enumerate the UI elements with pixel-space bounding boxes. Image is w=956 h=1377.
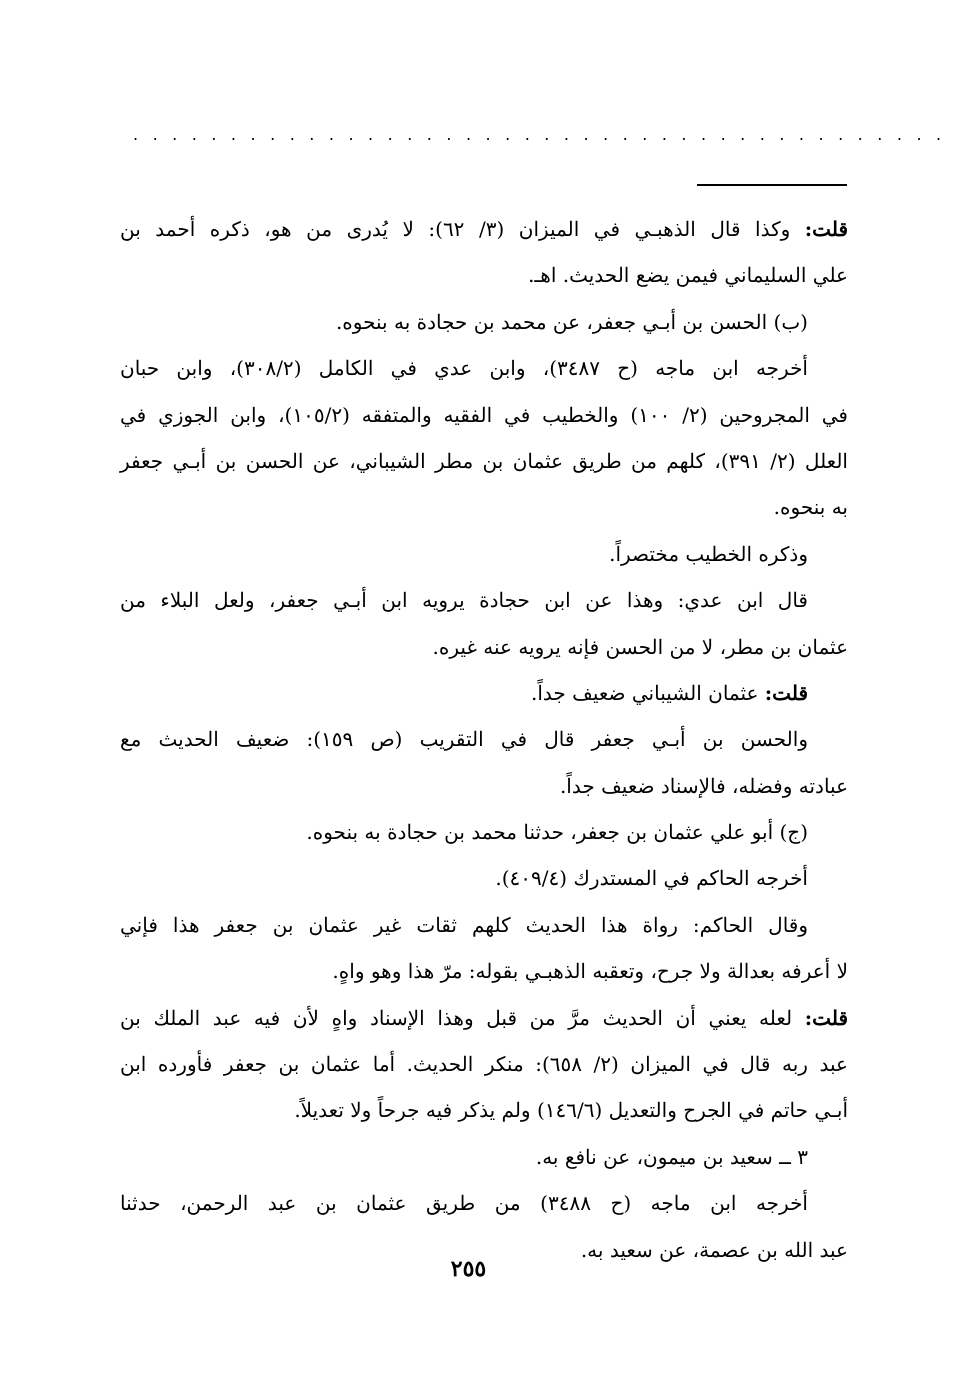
- text-line: والحسن بن أبـي جعفر قال في التقريب (ص ١٥٩): ضعيف الحديث مع: [120, 727, 808, 752]
- text-line: وذكره الخطيب مختصراً.: [609, 541, 808, 566]
- body-text: [120, 206, 848, 1273]
- text-line: عبد الله بن عصمة، عن سعيد به.: [580, 1237, 848, 1262]
- text-line: قلت: عثمان الشيباني ضعيف جداً.: [531, 680, 808, 705]
- text-line: أخرجه الحاكم في المستدرك (٤٠٩/٤).: [495, 866, 808, 891]
- note-label: قلت:: [804, 217, 848, 241]
- text-line: عبد ربه قال في الميزان (٢/ ٦٥٨): منكر الحديث. أما عثمان بن جعفر فأورده ابن: [120, 1052, 848, 1077]
- note-label: قلت:: [764, 680, 808, 705]
- text-line: قال ابن عدي: وهذا عن ابن حجادة يرويه ابن أبـي جعفر، ولعل البلاء من: [120, 588, 808, 613]
- text-line: في المجروحين (٢/ ١٠٠) والخطيب في الفقيه والمتفقه (١٠٥/٢)، وابن الجوزي في: [120, 402, 848, 427]
- text-line: (ج) أبو علي عثمان بن جعفر، حدثنا محمد بن حجادة به بنحوه.: [306, 820, 808, 845]
- note-label: قلت:: [804, 1005, 848, 1030]
- text-line: به بنحوه.: [773, 495, 848, 520]
- text-line: عبادته وفضله، فالإسناد ضعيف جداً.: [559, 773, 848, 798]
- text-line: عثمان بن مطر، لا من الحسن فإنه يرويه عنه غيره.: [432, 634, 848, 659]
- text-line: العلل (٢/ ٣٩١)، كلهم من طريق عثمان بن مطر الشيباني، عن الحسن بن أبـي جعفر: [120, 448, 848, 473]
- text-line: قلت: لعله يعني أن الحديث مرَّ من قبل وهذا الإسناد واهٍ لأن فيه عبد الملك بن: [120, 1005, 848, 1030]
- text-line: قلت: وكذا قال الذهبـي في الميزان (٣/ ٦٢): لا يُدرى من هو، ذكره أحمد بن: [120, 217, 848, 241]
- text-line: لا أعرفه بعدالة ولا جرح، وتعقبه الذهبـي بقوله: مرّ هذا وهو واهٍ.: [332, 959, 848, 984]
- text-line: أبـي حاتم في الجرح والتعديل (١٤٦/٦) ولم يذكر فيه جرحاً ولا تعديلاً.: [294, 1098, 848, 1123]
- text-line: ٣ ــ سعيد بن ميمون، عن نافع به.: [535, 1144, 808, 1169]
- text-line: أخرجه ابن ماجه (ح ٣٤٨٨) من طريق عثمان بن عبد الرحمن، حدثنا: [120, 1191, 808, 1216]
- text-line: وقال الحاكم: رواة هذا الحديث كلهم ثقات غير عثمان بن جعفر هذا فإني: [120, 912, 808, 937]
- text-line: علي السليماني فيمن يضع الحديث. اهـ.: [528, 263, 848, 288]
- footnote-rule: [697, 184, 847, 186]
- dotted-separator: ..........................................: [133, 125, 956, 144]
- text-line: (ب) الحسن بن أبـي جعفر، عن محمد بن حجادة به بنحوه.: [335, 309, 808, 334]
- text-line: أخرجه ابن ماجه (ح ٣٤٨٧)، وابن عدي في الكامل (٣٠٨/٢)، وابن حبان: [120, 356, 808, 381]
- page-number: ٢٥٥: [450, 1256, 487, 1282]
